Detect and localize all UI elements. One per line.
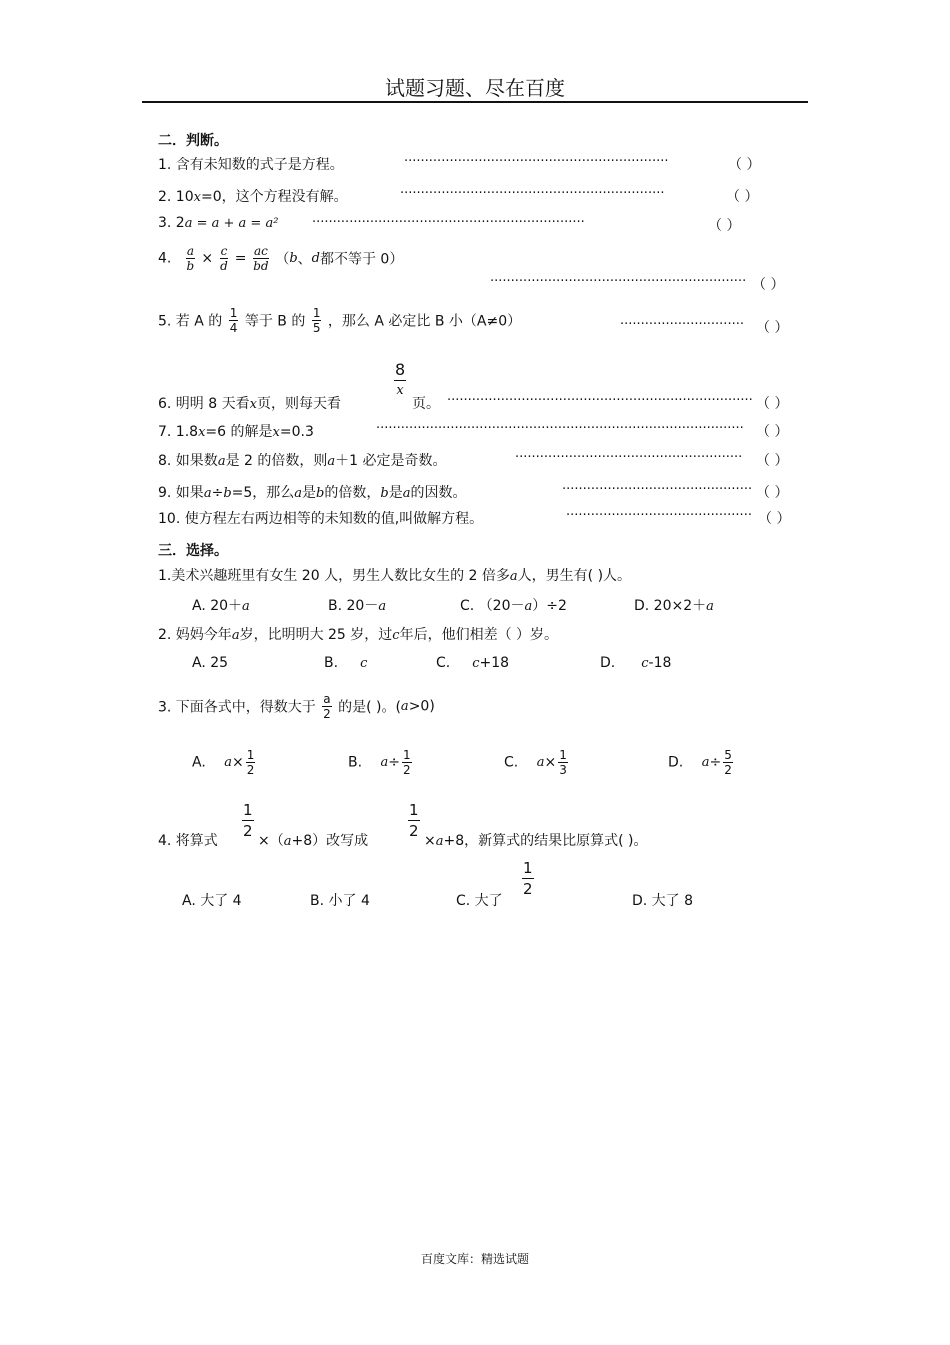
choice-q2-option-b[interactable]: B. c bbox=[324, 655, 368, 671]
header-divider bbox=[142, 101, 808, 103]
judge-q6-answer[interactable]: （ ） bbox=[756, 396, 789, 412]
choice-q1-option-a[interactable]: A. 20＋a bbox=[192, 598, 250, 614]
choice-q3: 3. 下面各式中，得数大于 $\frac{a}{2}$ 的是( )。(a>0) bbox=[158, 692, 435, 721]
fraction-ac-bd: $\frac{ac}{bd}$ bbox=[253, 244, 269, 273]
choice-q1-option-b[interactable]: B. 20－a bbox=[328, 598, 387, 614]
judge-q7: 7. 1.8x=6 的解是x=0.3 bbox=[158, 424, 314, 440]
judge-q5: 5. 若 A 的 $\frac{1}{4}$ 等于 B 的 $\frac{1}{5}$ ，那么 A 必定比 B 小（A≠0） bbox=[158, 306, 522, 335]
judge-q4-answer[interactable]: （ ） bbox=[752, 277, 785, 293]
judge-q2-answer[interactable]: （ ） bbox=[726, 189, 759, 205]
judge-q5-answer[interactable]: （ ） bbox=[756, 320, 789, 336]
judge-q1-text: 1. 含有未知数的式子是方程。 bbox=[158, 157, 344, 173]
choice-q3-option-d[interactable]: D. a÷ $\frac{5}{2}$ bbox=[668, 748, 732, 777]
choice-q4-pre: 4. 将算式 bbox=[158, 833, 218, 849]
judge-q8-answer[interactable]: （ ） bbox=[756, 453, 789, 469]
judge-q3: 3. 2a = a + a = a² bbox=[158, 215, 279, 231]
choice-q4-option-c-fraction: $\frac{1}{2}$ bbox=[523, 859, 533, 898]
page-footer: 百度文库：精选试题 bbox=[420, 1252, 529, 1266]
choice-q4-option-a[interactable]: A. 大了 4 bbox=[182, 893, 242, 909]
judge-q9-dots: ·············································· bbox=[562, 482, 753, 497]
choice-heading: 三．选择。 bbox=[158, 543, 228, 559]
judge-q6-post: 页。 bbox=[412, 396, 440, 412]
fraction-1-2-b: $\frac{1}{2}$ bbox=[409, 801, 419, 840]
judge-heading: 二．判断。 bbox=[158, 133, 228, 149]
judge-q6-dots: ·········································································· bbox=[447, 393, 753, 408]
fraction-a-b: $\frac{a}{b}$ bbox=[186, 244, 195, 273]
fraction-1-4: $\frac{1}{4}$ bbox=[229, 306, 238, 335]
judge-q1-answer[interactable]: （ ） bbox=[728, 157, 761, 173]
judge-q7-answer[interactable]: （ ） bbox=[756, 424, 789, 440]
judge-q5-dots: ······························ bbox=[620, 317, 744, 332]
choice-q1-option-d[interactable]: D. 20×2＋a bbox=[634, 598, 714, 614]
fraction-1-2-a: $\frac{1}{2}$ bbox=[243, 801, 253, 840]
judge-q1-dots: ································································ bbox=[404, 154, 669, 169]
var-x: x bbox=[193, 190, 201, 205]
choice-q1: 1.美术兴趣班里有女生 20 人，男生人数比女生的 2 倍多a人，男生有( )人。 bbox=[158, 568, 632, 584]
judge-q4-dots: ······························································ bbox=[490, 274, 747, 289]
judge-q3-dots: ·································································· bbox=[312, 215, 585, 230]
judge-q7-dots: ························································································· bbox=[376, 421, 744, 436]
choice-q1-option-c[interactable]: C. （20－a）÷2 bbox=[460, 598, 567, 614]
choice-q4-option-c[interactable]: C. 大了 bbox=[456, 893, 503, 909]
judge-q2-dots: ································································ bbox=[400, 186, 665, 201]
choice-q4-mid: ×（a+8）改写成 bbox=[258, 833, 369, 849]
fraction-c-d: $\frac{c}{d}$ bbox=[220, 244, 228, 273]
fraction-1-5: $\frac{1}{5}$ bbox=[312, 306, 321, 335]
judge-q9-answer[interactable]: （ ） bbox=[756, 485, 789, 501]
fraction-a-2: $\frac{a}{2}$ bbox=[323, 692, 331, 721]
fraction-8-x: $\frac{8}{x}$ bbox=[395, 360, 406, 398]
choice-q2-option-c[interactable]: C. c+18 bbox=[436, 655, 510, 671]
judge-q9: 9. 如果a÷b=5，那么a是b的倍数，b是a的因数。 bbox=[158, 485, 467, 501]
judge-q3-expr: a = a + a = a² bbox=[184, 216, 279, 231]
choice-q3-option-c[interactable]: C. a× $\frac{1}{3}$ bbox=[504, 748, 567, 777]
choice-q4-option-b[interactable]: B. 小了 4 bbox=[310, 893, 370, 909]
judge-q1 bbox=[158, 154, 344, 174]
judge-q4: 4. $\frac{a}{b}$ × $\frac{c}{d}$ = $\frac{ac}{bd}$ （b、d都不等于 0） bbox=[158, 244, 404, 273]
page-header-title: 试题习题、尽在百度 bbox=[385, 76, 565, 100]
judge-q10-dots: ············································· bbox=[566, 508, 752, 523]
choice-q2-option-a[interactable]: A. 25 bbox=[192, 655, 229, 671]
choice-q3-option-a[interactable]: A. a× $\frac{1}{2}$ bbox=[192, 748, 255, 777]
judge-q2: 2. 10x=0，这个方程没有解。 bbox=[158, 189, 348, 205]
judge-q10: 10. 使方程左右两边相等的未知数的值,叫做解方程。 bbox=[158, 511, 484, 527]
choice-q4-option-d[interactable]: D. 大了 8 bbox=[632, 893, 694, 909]
judge-q8: 8. 如果数a是 2 的倍数，则a＋1 必定是奇数。 bbox=[158, 453, 447, 469]
choice-q4-post: ×a+8，新算式的结果比原算式( )。 bbox=[424, 833, 648, 849]
choice-q2-option-d[interactable]: D. c-18 bbox=[600, 655, 672, 671]
judge-q10-answer[interactable]: （ ） bbox=[758, 511, 791, 527]
judge-q3-answer[interactable]: （ ） bbox=[708, 218, 741, 234]
judge-q8-dots: ······················································· bbox=[515, 450, 743, 465]
judge-q6: 6. 明明 8 天看x页，则每天看 bbox=[158, 396, 341, 412]
choice-q3-option-b[interactable]: B. a÷ $\frac{1}{2}$ bbox=[348, 748, 411, 777]
choice-q2: 2. 妈妈今年a岁，比明明大 25 岁，过c年后，他们相差（ ）岁。 bbox=[158, 627, 559, 643]
